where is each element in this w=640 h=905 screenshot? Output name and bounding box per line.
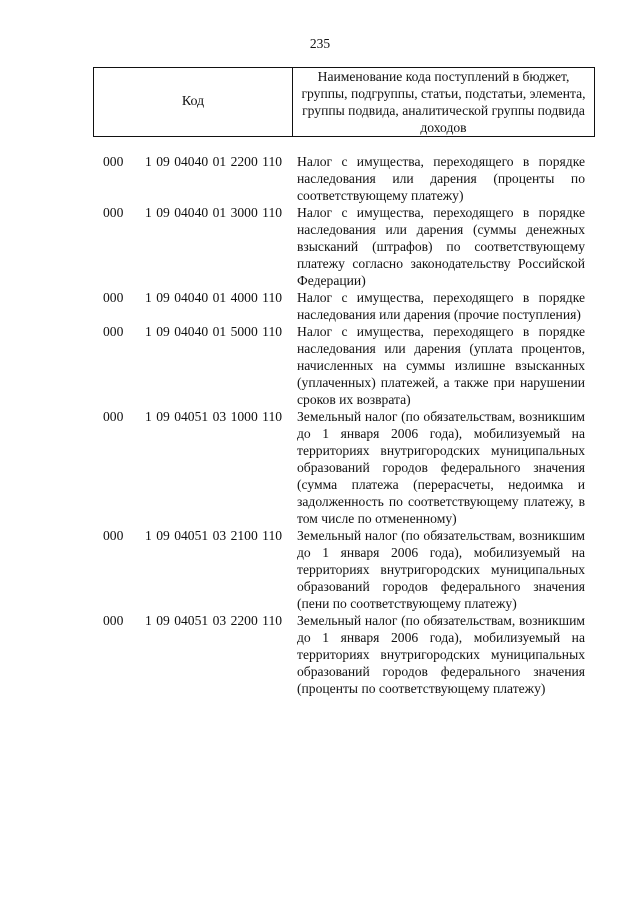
income-description: Налог с имущества, переходящего в порядке наследования или дарения (прочие поступления) xyxy=(297,290,585,322)
table-row xyxy=(0,289,640,323)
admin-code: 000 xyxy=(103,409,124,424)
table-row xyxy=(0,408,640,527)
admin-code: 000 xyxy=(103,154,124,169)
table-body xyxy=(0,153,640,697)
header-code-label: Код xyxy=(94,68,293,136)
income-code: 1 09 04040 01 2200 110 xyxy=(145,154,283,169)
income-description: Налог с имущества, переходящего в порядке наследования или дарения (уплата процентов, начисленных на суммы излишне взысканных (уплаченных) платежей, а также при нарушении сроков их возврата) xyxy=(297,324,585,407)
header-name-label: Наименование кода поступлений в бюджет, группы, подгруппы, статьи, подстатьи, элемента, группы подвида, аналитической группы подвида доходов xyxy=(301,69,586,135)
income-code: 1 09 04051 03 2100 110 xyxy=(145,528,283,543)
table-row xyxy=(0,612,640,697)
page-number: 235 xyxy=(309,36,331,51)
admin-code: 000 xyxy=(103,290,124,305)
income-description: Налог с имущества, переходящего в порядке наследования или дарения (проценты по соответствующему платежу) xyxy=(297,154,585,203)
income-description: Земельный налог (по обязательствам, возникшим до 1 января 2006 года), мобилизуемый на территориях внутригородских муниципальных образований городов федерального значения (сумма платежа (перерасчеты, недоимка и задолженность по соответствующему платежу, в том числе по отмененному) xyxy=(297,409,585,526)
income-code: 1 09 04040 01 4000 110 xyxy=(145,290,283,305)
admin-code: 000 xyxy=(103,613,124,628)
income-description: Земельный налог (по обязательствам, возникшим до 1 января 2006 года), мобилизуемый на территориях внутригородских муниципальных образований городов федерального значения (проценты по соответствующему платежу) xyxy=(297,613,585,696)
income-description: Налог с имущества, переходящего в порядке наследования или дарения (суммы денежных взысканий (штрафов) по соответствующему платежу согласно законодательству Российской Федерации) xyxy=(297,205,585,288)
admin-code: 000 xyxy=(103,205,124,220)
income-code: 1 09 04051 03 2200 110 xyxy=(145,613,283,628)
table-row xyxy=(0,204,640,289)
income-code: 1 09 04040 01 5000 110 xyxy=(145,324,283,339)
income-description: Земельный налог (по обязательствам, возникшим до 1 января 2006 года), мобилизуемый на территориях внутригородских муниципальных образований городов федерального значения (пени по соответствующему платежу) xyxy=(297,528,585,611)
admin-code: 000 xyxy=(103,528,124,543)
table-row xyxy=(0,153,640,204)
table-header xyxy=(93,67,595,137)
table-row xyxy=(0,527,640,612)
table-row xyxy=(0,323,640,408)
admin-code: 000 xyxy=(103,324,124,339)
income-code: 1 09 04040 01 3000 110 xyxy=(145,205,283,220)
income-code: 1 09 04051 03 1000 110 xyxy=(145,409,283,424)
